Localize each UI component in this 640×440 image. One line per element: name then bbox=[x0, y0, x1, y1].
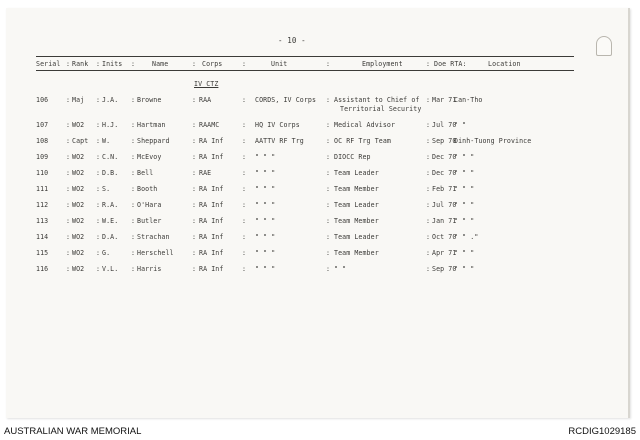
cell-sep: : bbox=[66, 153, 71, 161]
cell-due: Mar 71 bbox=[432, 96, 457, 104]
cell-due: Jan 71 bbox=[432, 217, 457, 225]
cell-rank: Maj bbox=[72, 96, 85, 104]
cell-due: Dec 70 bbox=[432, 153, 457, 161]
cell-name: Hartman bbox=[137, 121, 166, 129]
cell-sep: : bbox=[192, 121, 197, 129]
cell-name: Browne bbox=[137, 96, 162, 104]
cell-unit: " " " bbox=[255, 233, 276, 241]
cell-name: McEvoy bbox=[137, 153, 162, 161]
cell-sep: : bbox=[326, 233, 331, 241]
cell-location: " " " bbox=[454, 201, 475, 209]
cell-sep: : bbox=[96, 185, 101, 193]
cell-sep: : bbox=[426, 217, 431, 225]
cell-sep: : bbox=[96, 201, 101, 209]
cell-rank: WO2 bbox=[72, 153, 85, 161]
cell-sep: : bbox=[96, 137, 101, 145]
cell-unit: CORDS, IV Corps bbox=[255, 96, 317, 104]
cell-sep: : bbox=[426, 96, 431, 104]
cell-employment: Team Member bbox=[334, 185, 379, 193]
col-sep: : bbox=[66, 60, 71, 68]
cell-sep: : bbox=[96, 217, 101, 225]
record-id: RCDIG1029185 bbox=[568, 426, 636, 437]
cell-sep: : bbox=[66, 265, 71, 273]
col-sep: : bbox=[326, 60, 331, 68]
cell-employment: " " bbox=[334, 265, 347, 273]
cell-location: " " " bbox=[454, 153, 475, 161]
cell-due: Jul 70 bbox=[432, 201, 457, 209]
cell-corps: RA Inf bbox=[199, 185, 224, 193]
cell-corps: RA Inf bbox=[199, 201, 224, 209]
cell-unit: " " " bbox=[255, 217, 276, 225]
cell-unit: HQ IV Corps bbox=[255, 121, 300, 129]
cell-sep: : bbox=[96, 233, 101, 241]
cell-unit: AATTV RF Trg bbox=[255, 137, 304, 145]
cell-due: Dec 70 bbox=[432, 169, 457, 177]
col-name: Name bbox=[152, 60, 169, 68]
col-serial: Serial bbox=[36, 60, 61, 68]
cell-sep: : bbox=[96, 249, 101, 257]
cell-inits: J.A. bbox=[102, 96, 119, 104]
cell-due: Sep 70 bbox=[432, 265, 457, 273]
cell-employment-cont: Territorial Security bbox=[340, 105, 422, 113]
col-inits: Inits bbox=[102, 60, 123, 68]
cell-rank: WO2 bbox=[72, 185, 85, 193]
cell-rank: WO2 bbox=[72, 265, 85, 273]
cell-inits: V.L. bbox=[102, 265, 119, 273]
cell-sep: : bbox=[426, 137, 431, 145]
cell-sep: : bbox=[96, 96, 101, 104]
cell-sep: : bbox=[96, 265, 101, 273]
cell-serial: 111 bbox=[36, 185, 49, 193]
archive-footer bbox=[0, 424, 640, 440]
cell-employment: DIOCC Rep bbox=[334, 153, 371, 161]
cell-sep: : bbox=[242, 201, 247, 209]
cell-unit: " " " bbox=[255, 249, 276, 257]
cell-name: Harris bbox=[137, 265, 162, 273]
col-sep: : bbox=[131, 60, 136, 68]
cell-corps: RA Inf bbox=[199, 249, 224, 257]
cell-rank: WO2 bbox=[72, 249, 85, 257]
cell-due: Oct 70 bbox=[432, 233, 457, 241]
cell-sep: : bbox=[242, 169, 247, 177]
cell-sep: : bbox=[426, 249, 431, 257]
cell-name: Booth bbox=[137, 185, 158, 193]
cell-corps: RA Inf bbox=[199, 265, 224, 273]
cell-sep: : bbox=[131, 153, 136, 161]
cell-inits: W.E. bbox=[102, 217, 119, 225]
cell-sep: : bbox=[326, 137, 331, 145]
cell-unit: " " " bbox=[255, 185, 276, 193]
cell-employment: Team Member bbox=[334, 217, 379, 225]
col-sep: : bbox=[96, 60, 101, 68]
cell-sep: : bbox=[131, 217, 136, 225]
section-title: IV CTZ bbox=[194, 80, 219, 88]
cell-rank: WO2 bbox=[72, 233, 85, 241]
cell-sep: : bbox=[242, 265, 247, 273]
cell-serial: 115 bbox=[36, 249, 49, 257]
cell-sep: : bbox=[326, 121, 331, 129]
cell-sep: : bbox=[192, 169, 197, 177]
cell-name: Bell bbox=[137, 169, 154, 177]
col-due-rta: Doe RTA: bbox=[434, 60, 467, 68]
col-rank: Rank bbox=[72, 60, 89, 68]
cell-sep: : bbox=[66, 233, 71, 241]
cell-employment: Medical Advisor bbox=[334, 121, 396, 129]
col-sep: : bbox=[192, 60, 197, 68]
col-employment: Employment bbox=[362, 60, 403, 68]
cell-sep: : bbox=[66, 201, 71, 209]
cell-location: " " " bbox=[454, 265, 475, 273]
cell-inits: D.B. bbox=[102, 169, 119, 177]
cell-sep: : bbox=[242, 121, 247, 129]
cell-serial: 113 bbox=[36, 217, 49, 225]
cell-sep: : bbox=[131, 201, 136, 209]
cell-sep: : bbox=[242, 185, 247, 193]
col-sep: : bbox=[242, 60, 247, 68]
cell-corps: RAE bbox=[199, 169, 212, 177]
header-rule bbox=[36, 70, 574, 71]
cell-due: Feb 71 bbox=[432, 185, 457, 193]
cell-sep: : bbox=[96, 121, 101, 129]
cell-sep: : bbox=[96, 153, 101, 161]
cell-sep: : bbox=[426, 233, 431, 241]
cell-employment: Team Member bbox=[334, 249, 379, 257]
cell-location: " " " bbox=[454, 169, 475, 177]
cell-serial: 109 bbox=[36, 153, 49, 161]
top-rule bbox=[36, 56, 574, 57]
cell-sep: : bbox=[242, 153, 247, 161]
cell-inits: R.A. bbox=[102, 201, 119, 209]
cell-sep: : bbox=[131, 137, 136, 145]
cell-sep: : bbox=[192, 185, 197, 193]
cell-inits: D.A. bbox=[102, 233, 119, 241]
cell-rank: WO2 bbox=[72, 217, 85, 225]
cell-employment: Assistant to Chief of bbox=[334, 96, 420, 104]
cell-location: Can-Tho bbox=[454, 96, 483, 104]
cell-sep: : bbox=[131, 249, 136, 257]
cell-sep: : bbox=[426, 153, 431, 161]
cell-sep: : bbox=[131, 96, 136, 104]
cell-unit: " " " bbox=[255, 265, 276, 273]
cell-sep: : bbox=[242, 96, 247, 104]
cell-due: Jul 70 bbox=[432, 121, 457, 129]
cell-sep: : bbox=[192, 96, 197, 104]
cell-sep: : bbox=[242, 233, 247, 241]
cell-name: O'Hara bbox=[137, 201, 162, 209]
cell-due: Apr 71 bbox=[432, 249, 457, 257]
cell-sep: : bbox=[96, 169, 101, 177]
cell-rank: WO2 bbox=[72, 201, 85, 209]
cell-location: Dinh-Tuong Province bbox=[454, 137, 532, 145]
cell-unit: " " " bbox=[255, 201, 276, 209]
cell-serial: 107 bbox=[36, 121, 49, 129]
cell-sep: : bbox=[242, 217, 247, 225]
cell-corps: RA Inf bbox=[199, 137, 224, 145]
cell-unit: " " " bbox=[255, 153, 276, 161]
cell-sep: : bbox=[426, 201, 431, 209]
col-unit: Unit bbox=[271, 60, 288, 68]
cell-sep: : bbox=[326, 201, 331, 209]
cell-inits: S. bbox=[102, 185, 111, 193]
cell-employment: Team Leader bbox=[334, 201, 379, 209]
cell-sep: : bbox=[192, 217, 197, 225]
cell-sep: : bbox=[66, 137, 71, 145]
cell-sep: : bbox=[131, 265, 136, 273]
cell-serial: 116 bbox=[36, 265, 49, 273]
cell-sep: : bbox=[426, 185, 431, 193]
cell-location: " " " bbox=[454, 217, 475, 225]
cell-employment: Team Leader bbox=[334, 233, 379, 241]
cell-corps: RA Inf bbox=[199, 233, 224, 241]
cell-sep: : bbox=[66, 96, 71, 104]
cell-sep: : bbox=[131, 121, 136, 129]
cell-inits: C.N. bbox=[102, 153, 119, 161]
cell-serial: 114 bbox=[36, 233, 49, 241]
cell-inits: G. bbox=[102, 249, 111, 257]
cell-inits: H.J. bbox=[102, 121, 119, 129]
cell-sep: : bbox=[326, 96, 331, 104]
cell-sep: : bbox=[242, 137, 247, 145]
cell-sep: : bbox=[66, 217, 71, 225]
cell-sep: : bbox=[326, 185, 331, 193]
cell-corps: RAA bbox=[199, 96, 212, 104]
cell-name: Sheppard bbox=[137, 137, 170, 145]
page-number: - 10 - bbox=[278, 36, 306, 45]
cell-name: Herschell bbox=[137, 249, 174, 257]
cell-sep: : bbox=[131, 169, 136, 177]
cell-sep: : bbox=[66, 169, 71, 177]
cell-inits: W. bbox=[102, 137, 111, 145]
col-corps: Corps bbox=[202, 60, 223, 68]
cell-unit: " " " bbox=[255, 169, 276, 177]
cell-sep: : bbox=[326, 265, 331, 273]
cell-sep: : bbox=[192, 249, 197, 257]
cell-location: " " ." bbox=[454, 233, 479, 241]
cell-corps: RAAMC bbox=[199, 121, 220, 129]
cell-corps: RA Inf bbox=[199, 153, 224, 161]
cell-sep: : bbox=[192, 265, 197, 273]
cell-location: " " " bbox=[454, 185, 475, 193]
cell-sep: : bbox=[426, 265, 431, 273]
cell-sep: : bbox=[66, 121, 71, 129]
cell-sep: : bbox=[426, 121, 431, 129]
cell-sep: : bbox=[426, 169, 431, 177]
cell-rank: WO2 bbox=[72, 169, 85, 177]
cell-location: " " " bbox=[454, 249, 475, 257]
cell-sep: : bbox=[192, 201, 197, 209]
col-sep: : bbox=[426, 60, 431, 68]
cell-sep: : bbox=[242, 249, 247, 257]
cell-sep: : bbox=[131, 233, 136, 241]
cell-sep: : bbox=[131, 185, 136, 193]
cell-name: Butler bbox=[137, 217, 162, 225]
cell-sep: : bbox=[326, 249, 331, 257]
cell-location: " " bbox=[454, 121, 467, 129]
cell-name: Strachan bbox=[137, 233, 170, 241]
archive-name: AUSTRALIAN WAR MEMORIAL bbox=[4, 426, 142, 437]
cell-serial: 112 bbox=[36, 201, 49, 209]
cell-sep: : bbox=[192, 233, 197, 241]
file-tab-outline bbox=[596, 36, 612, 56]
cell-sep: : bbox=[326, 169, 331, 177]
cell-sep: : bbox=[326, 217, 331, 225]
cell-corps: RA Inf bbox=[199, 217, 224, 225]
cell-due: Sep 70 bbox=[432, 137, 457, 145]
document-page bbox=[6, 8, 630, 418]
cell-serial: 108 bbox=[36, 137, 49, 145]
cell-rank: WO2 bbox=[72, 121, 85, 129]
cell-serial: 110 bbox=[36, 169, 49, 177]
cell-sep: : bbox=[66, 185, 71, 193]
cell-sep: : bbox=[326, 153, 331, 161]
cell-sep: : bbox=[66, 249, 71, 257]
cell-rank: Capt bbox=[72, 137, 89, 145]
cell-employment: OC RF Trg Team bbox=[334, 137, 391, 145]
cell-sep: : bbox=[192, 137, 197, 145]
cell-serial: 106 bbox=[36, 96, 49, 104]
cell-employment: Team Leader bbox=[334, 169, 379, 177]
cell-sep: : bbox=[192, 153, 197, 161]
col-location: Location bbox=[488, 60, 521, 68]
